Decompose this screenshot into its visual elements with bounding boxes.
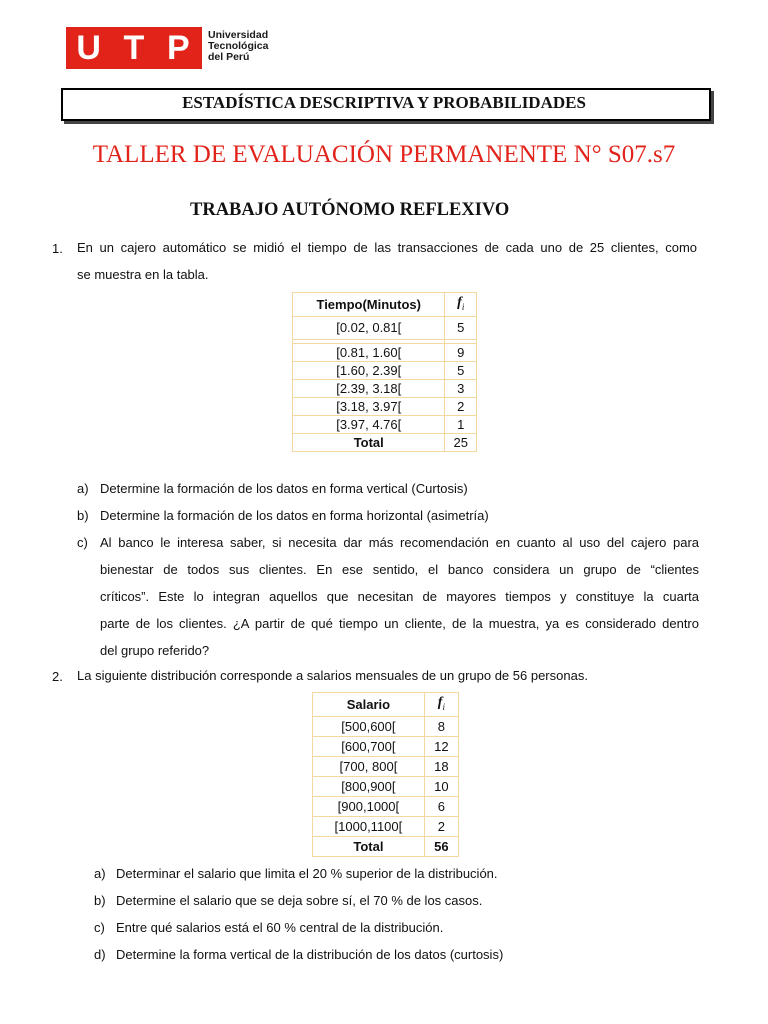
table-cell: [600,700[ bbox=[313, 736, 425, 756]
table-cell: [0.81, 1.60[ bbox=[293, 343, 445, 361]
table-total-value: 25 bbox=[445, 433, 477, 451]
question-number: 2. bbox=[52, 669, 63, 684]
table-cell: [900,1000[ bbox=[313, 796, 425, 816]
question-items bbox=[94, 860, 694, 968]
table-cell: [800,900[ bbox=[313, 776, 425, 796]
logo-letter-t: T bbox=[123, 28, 147, 67]
table-cell: [1000,1100[ bbox=[313, 816, 425, 836]
question-text: En un cajero automático se midió el tiempo de las transacciones de cada uno de 25 clientes, como se muestra en la tabla. bbox=[77, 240, 697, 282]
list-item: c) Al banco le interesa saber, si necesita dar más recomendación en cuanto al uso del cajero para bienestar de todos sus clientes. En ese sentido, el banco considera un grupo de “clientes críticos”. Este lo integran aquellos que necesitan de mayores tiempos y constituye la cuarta parte de los clientes. ¿A partir de qué tiempo un cliente, de la muestra, ya es considerado dentro del grupo referido? bbox=[77, 535, 699, 658]
table-header: $f_i$ bbox=[445, 293, 477, 317]
course-header: ESTADÍSTICA DESCRIPTIVA Y PROBABILIDADES bbox=[182, 92, 586, 112]
table-total-value: 56 bbox=[424, 836, 458, 856]
table-cell: 2 bbox=[424, 816, 458, 836]
table-cell: 5 bbox=[445, 361, 477, 379]
table-header: Salario bbox=[313, 693, 425, 717]
utp-logo-letters bbox=[66, 27, 202, 69]
table-header: Tiempo(Minutos) bbox=[293, 293, 445, 317]
table-cell: 9 bbox=[445, 343, 477, 361]
list-item: b) Determine el salario que se deja sobre sí, el 70 % de los casos. bbox=[94, 893, 483, 908]
table-cell: [3.97, 4.76[ bbox=[293, 415, 445, 433]
page-subtitle: TRABAJO AUTÓNOMO REFLEXIVO bbox=[190, 200, 510, 220]
table-cell: 12 bbox=[424, 736, 458, 756]
logo-letter-p: P bbox=[166, 28, 192, 67]
page-title: TALLER DE EVALUACIÓN PERMANENTE N° S07.s7 bbox=[92, 141, 676, 168]
logo-letter-u: U bbox=[76, 28, 103, 67]
table-cell: 8 bbox=[424, 716, 458, 736]
table-cell: [700, 800[ bbox=[313, 756, 425, 776]
table-cell: 3 bbox=[445, 379, 477, 397]
table-cell: [2.39, 3.18[ bbox=[293, 379, 445, 397]
table-header: $f_i$ bbox=[424, 693, 458, 717]
table-cell: 6 bbox=[424, 796, 458, 816]
list-item: c) Entre qué salarios está el 60 % central de la distribución. bbox=[94, 920, 444, 935]
table-cell: 2 bbox=[445, 397, 477, 415]
table-cell: [0.02, 0.81[ bbox=[293, 316, 445, 339]
table-cell: 18 bbox=[424, 756, 458, 776]
list-item: a) Determinar el salario que limita el 20 % superior de la distribución. bbox=[94, 866, 498, 881]
table-cell: [1.60, 2.39[ bbox=[293, 361, 445, 379]
question-items bbox=[77, 475, 699, 664]
table-cell: 5 bbox=[445, 316, 477, 339]
table-total-label: Total bbox=[313, 836, 425, 856]
table-cell: [500,600[ bbox=[313, 716, 425, 736]
list-item: d) Determine la forma vertical de la distribución de los datos (curtosis) bbox=[94, 947, 504, 962]
list-item: a) Determine la formación de los datos en forma vertical (Curtosis) bbox=[77, 481, 468, 496]
question-number: 1. bbox=[52, 241, 63, 256]
table-cell: 10 bbox=[424, 776, 458, 796]
university-name: Universidad Tecnológica del Perú bbox=[208, 29, 269, 63]
table-cell: 1 bbox=[445, 415, 477, 433]
table-total-label: Total bbox=[293, 433, 445, 451]
salary-frequency-table bbox=[312, 692, 459, 857]
table-cell: [3.18, 3.97[ bbox=[293, 397, 445, 415]
list-item: b) Determine la formación de los datos en forma horizontal (asimetría) bbox=[77, 508, 489, 523]
time-frequency-table bbox=[292, 292, 477, 452]
question-text: La siguiente distribución corresponde a salarios mensuales de un grupo de 56 personas. bbox=[77, 668, 588, 683]
